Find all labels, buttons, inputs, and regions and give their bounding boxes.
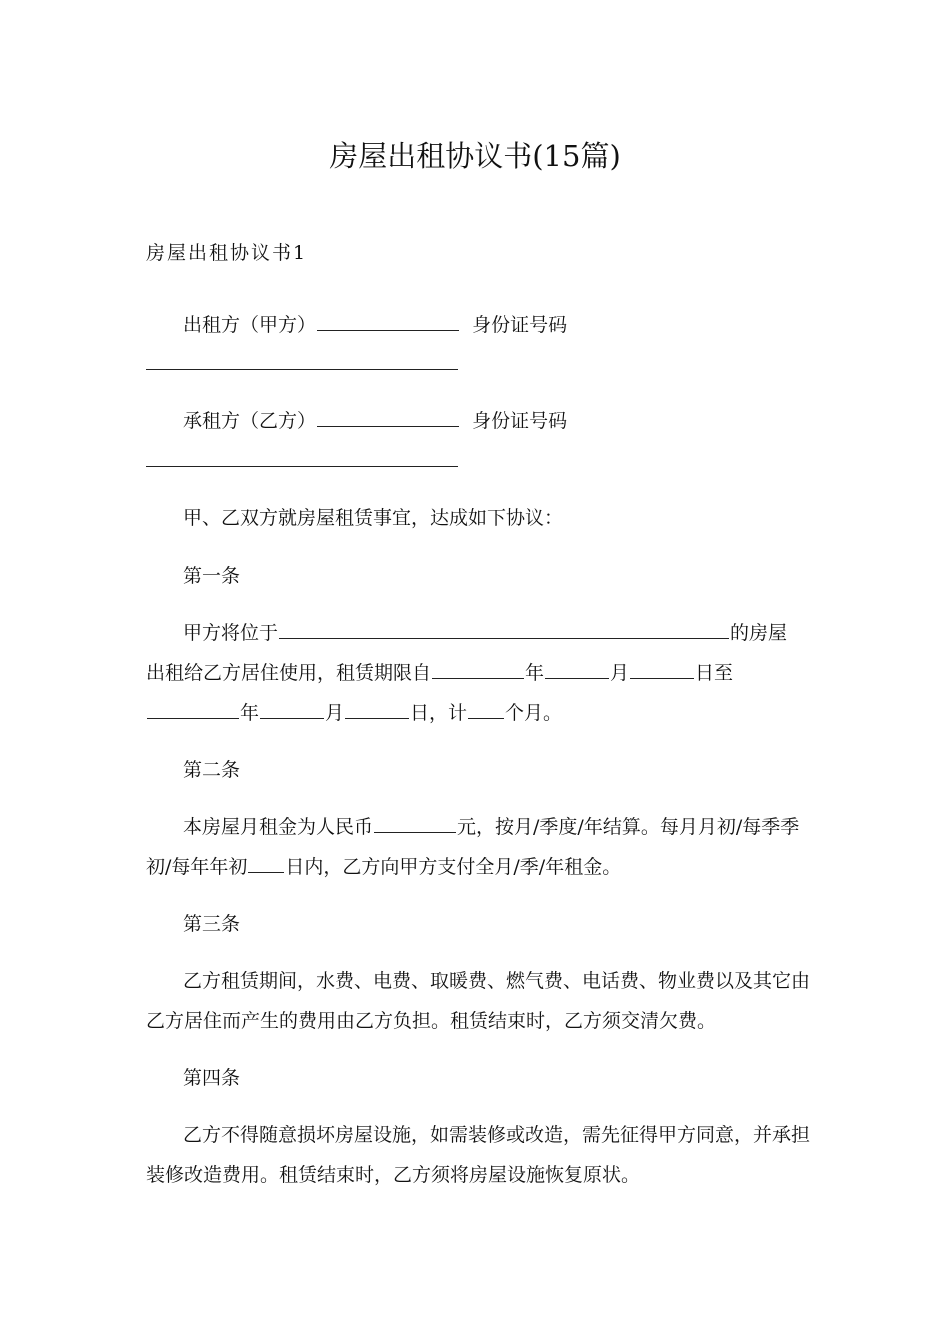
lessor-line xyxy=(183,313,567,337)
article-1-text: 日，计 xyxy=(410,702,468,724)
lessee-id-label: 身份证号码 xyxy=(472,410,568,432)
article-1-line-2 xyxy=(146,661,733,685)
article-1-line-1 xyxy=(183,621,787,645)
article-1-text: 月 xyxy=(325,702,345,724)
article-2-text: 本房屋月租金为人民币 xyxy=(183,816,374,838)
lessee-name-blank xyxy=(317,409,459,427)
article-1-text: 甲方将位于 xyxy=(183,622,279,644)
article-2-text: 日内，乙方向甲方支付全月/季/年租金。 xyxy=(285,856,622,878)
article-3-line-2: 乙方居住而产生的费用由乙方负担。租赁结束时，乙方须交清欠费。 xyxy=(146,1010,717,1032)
article-2-line-2 xyxy=(146,855,621,879)
article-2-line-1 xyxy=(183,815,799,839)
start-year-blank xyxy=(432,661,524,679)
start-month-blank xyxy=(545,661,609,679)
article-1-text: 年 xyxy=(525,662,545,684)
lessee-label: 承租方（乙方） xyxy=(183,410,317,432)
lessor-id-label: 身份证号码 xyxy=(472,314,568,336)
article-1-text: 出租给乙方居住使用，租赁期限自 xyxy=(146,662,432,684)
article-1-line-3 xyxy=(146,701,562,725)
lessee-id-blank xyxy=(146,466,458,467)
intro-paragraph: 甲、乙双方就房屋租赁事宜，达成如下协议： xyxy=(183,507,564,529)
article-1-text: 个月。 xyxy=(505,702,563,724)
article-2-heading: 第二条 xyxy=(183,759,241,781)
article-1-heading: 第一条 xyxy=(183,565,241,587)
end-year-blank xyxy=(147,701,239,719)
payment-days-blank xyxy=(248,855,284,873)
term-months-blank xyxy=(468,701,504,719)
end-month-blank xyxy=(260,701,324,719)
article-1-text: 年 xyxy=(240,702,260,724)
article-4-line-1: 乙方不得随意损坏房屋设施，如需装修或改造，需先征得甲方同意，并承担 xyxy=(183,1124,811,1146)
article-3-heading: 第三条 xyxy=(183,913,241,935)
end-day-blank xyxy=(345,701,409,719)
article-2-text: 初/每年年初 xyxy=(146,856,248,878)
lessor-id-blank xyxy=(146,369,458,370)
lessee-line xyxy=(183,409,567,433)
rent-amount-blank xyxy=(374,815,456,833)
article-1-text: 月 xyxy=(610,662,630,684)
section-title: 房屋出租协议书1 xyxy=(146,242,308,264)
lessor-label: 出租方（甲方） xyxy=(183,314,317,336)
document-title: 房屋出租协议书(15篇) xyxy=(329,139,621,173)
address-blank xyxy=(279,621,729,639)
article-4-heading: 第四条 xyxy=(183,1067,241,1089)
article-1-text: 的房屋 xyxy=(730,622,788,644)
article-2-text: 元，按月/季度/年结算。每月月初/每季季 xyxy=(457,816,800,838)
article-4-line-2: 装修改造费用。租赁结束时，乙方须将房屋设施恢复原状。 xyxy=(146,1164,641,1186)
start-day-blank xyxy=(630,661,694,679)
lessor-name-blank xyxy=(317,313,459,331)
article-1-text: 日至 xyxy=(695,662,734,684)
article-3-line-1: 乙方租赁期间，水费、电费、取暖费、燃气费、电话费、物业费以及其它由 xyxy=(183,970,811,992)
